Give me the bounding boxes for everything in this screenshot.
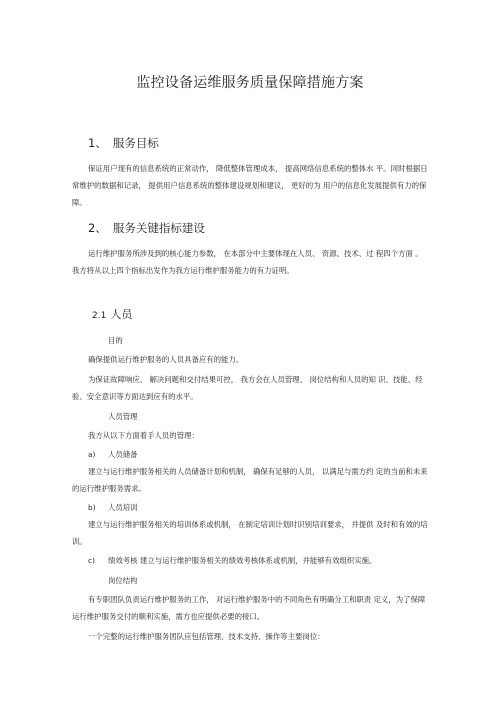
list-item-b-paragraph: 建立与运行维护服务相关的培训体系或机制， 在制定培训计划时识别培训要求， 并提供 及时和有效的培训。 [72,520,428,546]
post-structure-paragraph: 有专职团队负责运行维护服务的工作， 对运行维护服务中的不同角色有明确分工和职责 定义，为了保障运行维护服务交付的顺利实施，需方也应提供必要的接口。 [72,595,426,621]
personnel-management-intro: 我方从以下方面着手人员的管理： [88,431,199,440]
goal-label: 目的 [108,336,123,345]
section-2-title: 服务关键指标建设 [112,221,205,235]
list-item-a-title: 人员储备 [108,450,138,459]
section-2-paragraph: 运行维护服务所涉及到的核心能力参数， 在本部分中主要体现在人员、 资源、技术、过 程四个方面 。我方将从以上四个指标出发作为我方运行维护服务能力的有力证明。 [72,249,423,275]
section-2-1-heading [92,306,428,322]
list-item-b-title: 人员培训 [108,503,138,512]
section-2-heading [88,220,428,236]
section-1-paragraph: 保证用户现有的信息系统的正常动作， 降低整体管理成本， 提高网络信息系统的整体水 平。同时根据日常维护的数据和记录， 提供用户信息系统的整体建设规划和建议， 更好的为 用户的信息化发展提供有力的保障。 [72,164,428,207]
list-item-c-marker: c) [88,556,95,565]
section-2-1-title: 人员 [110,308,133,321]
section-1-number: 1、 [88,136,107,150]
list-item-b [72,499,428,516]
goal-paragraph: 为保证故障响应、 解决问题和交付结果可控， 我方会在人员管理、 岗位结构和人员的知 识、技能、经验、安全意识等方面达到应有的水平。 [72,375,423,401]
post-structure-label: 岗位结构 [108,576,138,585]
list-item-c [72,552,428,569]
goal-text: 确保提供运行维护服务的人员具备应有的能力。 [88,355,244,364]
team-roles-paragraph: 一个完整的运行维护服务团队应包括管理、技术支持、操作等主要岗位： [88,632,325,641]
section-2-number: 2、 [88,221,107,235]
personnel-management-label: 人员管理 [108,412,138,421]
list-item-a-marker: a) [88,450,96,459]
list-item-b-marker: b) [88,503,96,512]
section-1-title: 服务目标 [112,136,159,150]
list-item-a-paragraph: 建立与运行维护服务相关的人员储备计划和机制， 确保有足够的人员， 以满足与需方约 定的当前和未来的运行维护服务需求。 [72,467,428,493]
list-item-a [72,446,428,463]
list-item-c-text: 绩效考核 建立与运行维护服务相关的绩效考核体系或机制，并能够有效组织实施。 [108,556,377,565]
document-title: 监控设备运维服务质量保障措施方案 [136,75,364,91]
section-1-heading [88,135,428,151]
section-2-1-number: 2.1 [92,311,107,321]
